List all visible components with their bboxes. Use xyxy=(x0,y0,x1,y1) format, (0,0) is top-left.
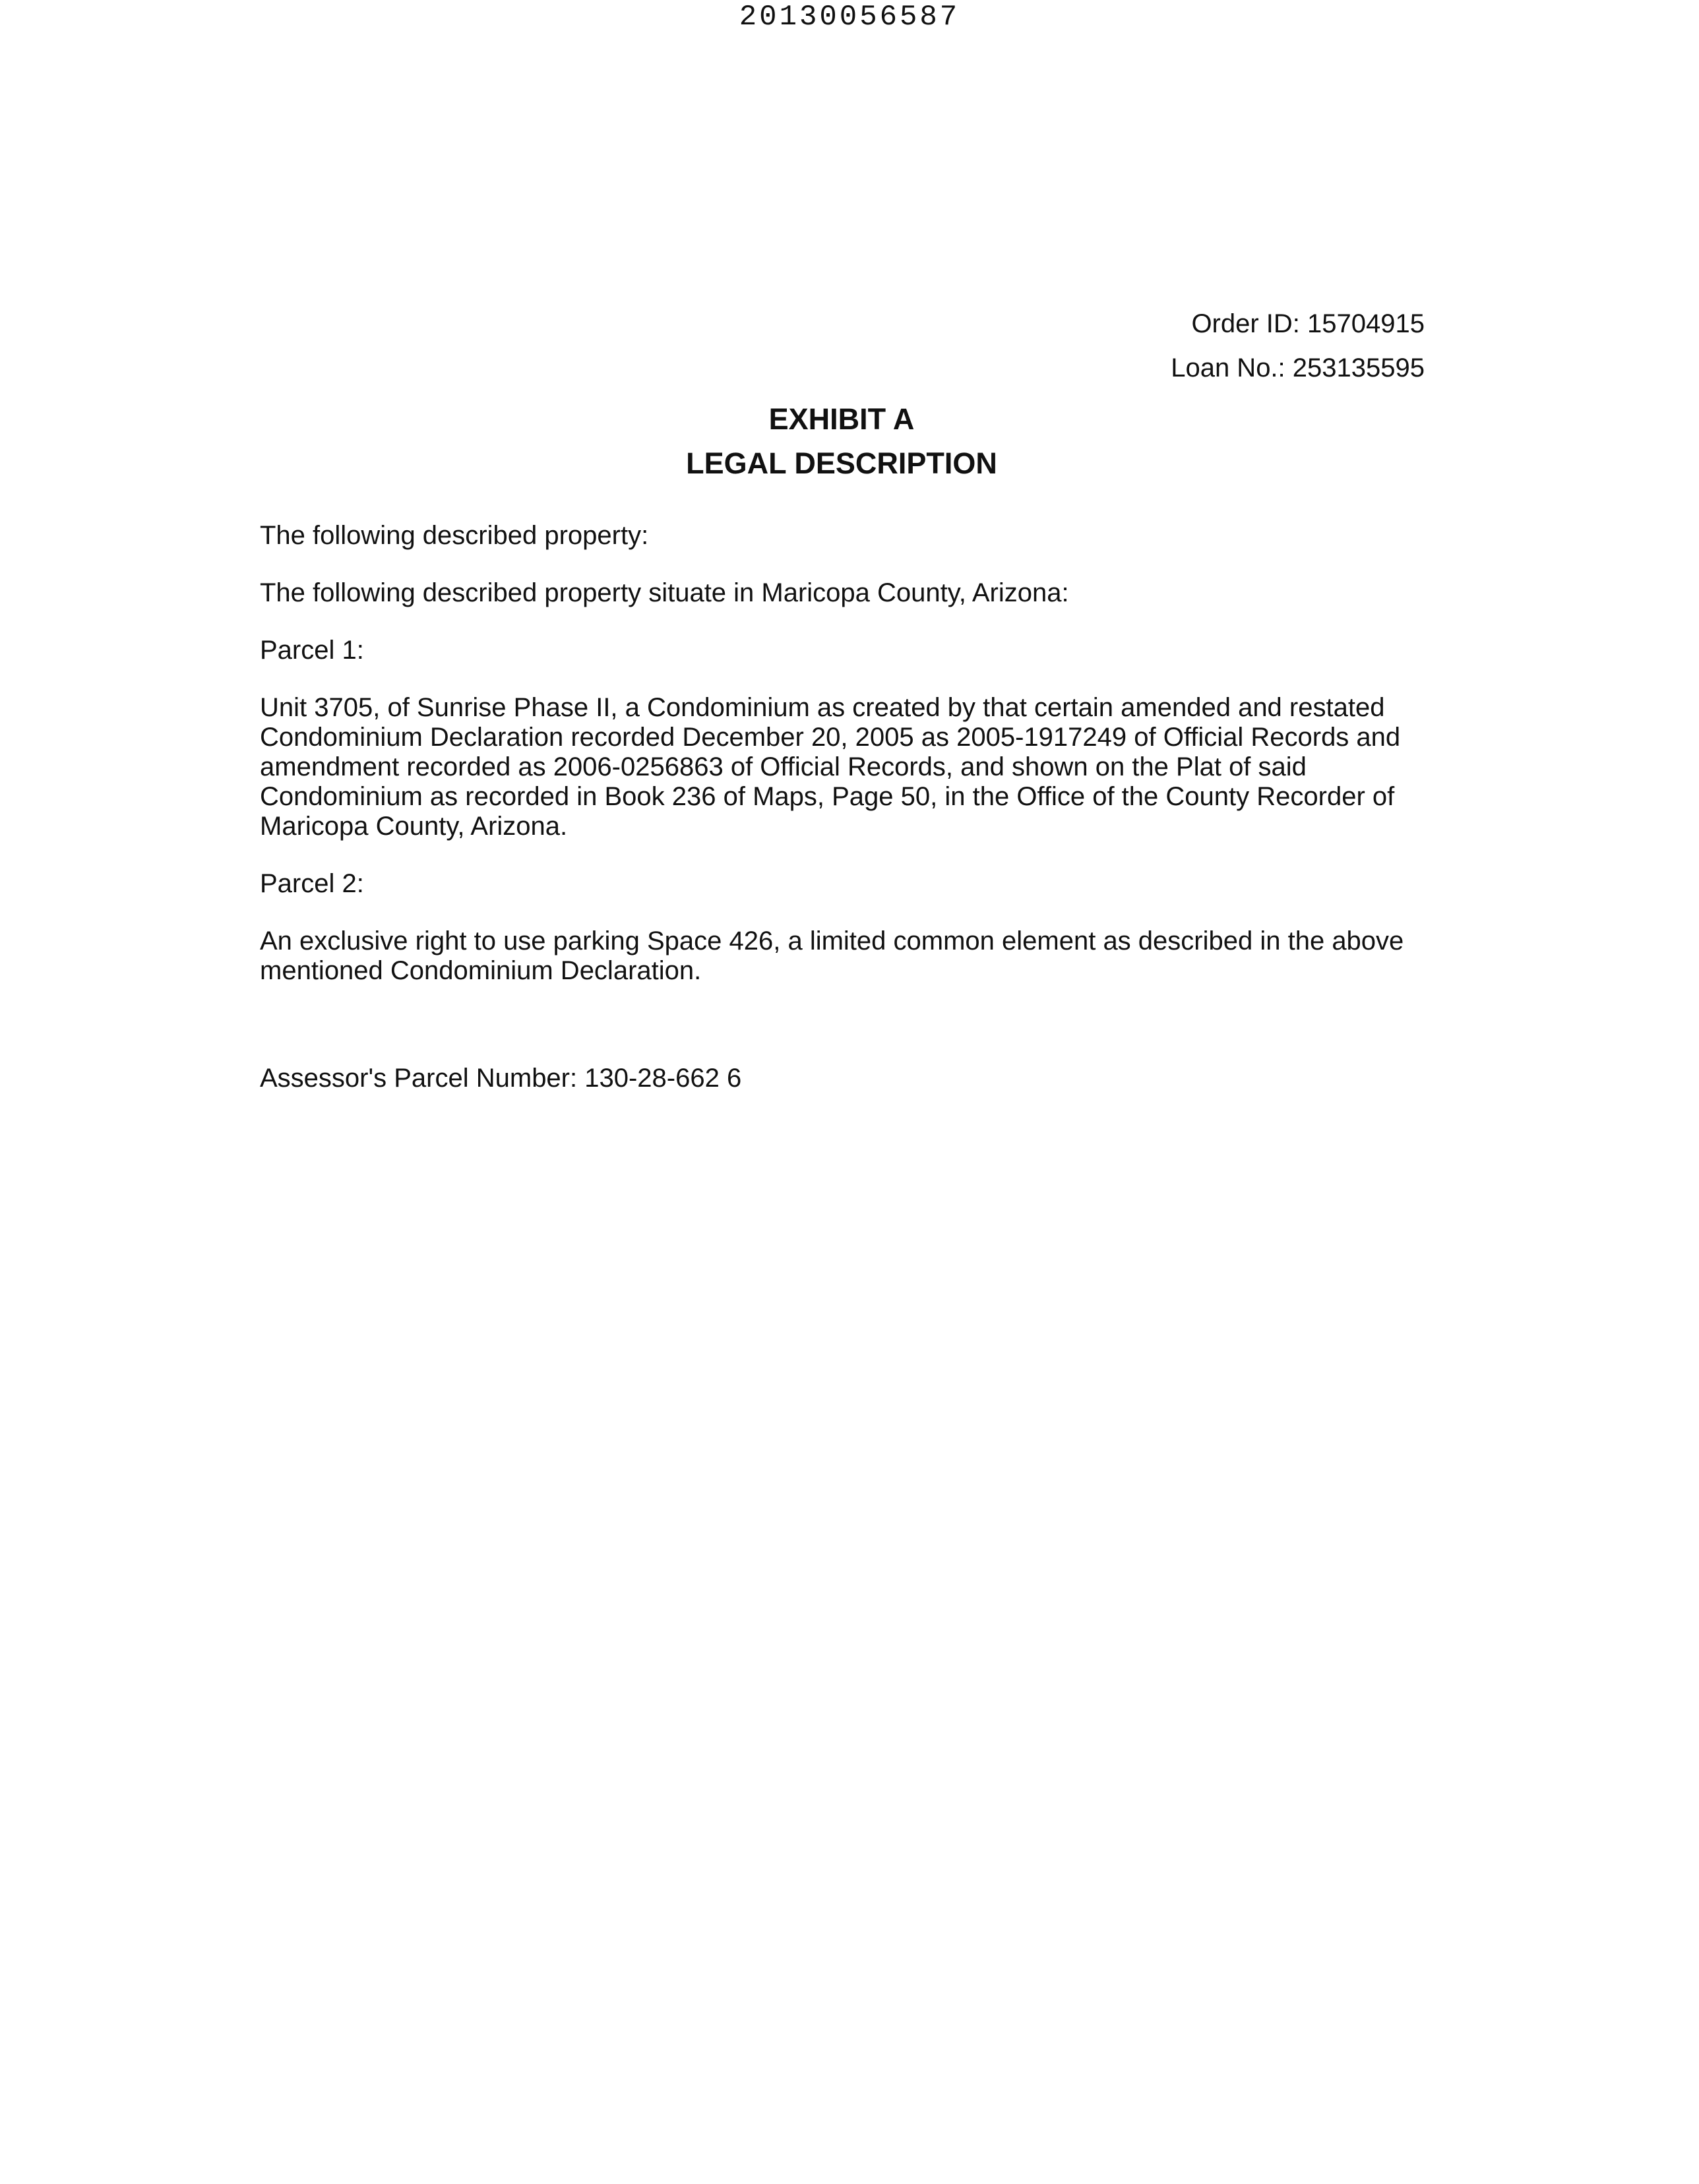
order-info xyxy=(1171,302,1425,390)
recording-number: 20130056587 xyxy=(739,1,960,34)
order-id: Order ID: 15704915 xyxy=(1191,309,1425,338)
parcel-1-line: Condominium as recorded in Book 236 of Maps, Page 50, in the Office of the County Recorder of xyxy=(260,782,1395,811)
loan-number: Loan No.: 253135595 xyxy=(1171,353,1425,382)
intro-text: The following described property: xyxy=(260,521,649,550)
assessor-parcel-number: Assessor's Parcel Number: 130-28-662 6 xyxy=(260,1064,742,1093)
parcel-2-heading: Parcel 2: xyxy=(260,869,364,898)
parcel-1-line: Unit 3705, of Sunrise Phase II, a Condominium as created by that certain amended and restated xyxy=(260,693,1385,722)
parcel-2-line: mentioned Condominium Declaration. xyxy=(260,956,702,985)
exhibit-subtitle: LEGAL DESCRIPTION xyxy=(686,446,997,480)
parcel-2-line: An exclusive right to use parking Space 426, a limited common element as described in the above xyxy=(260,926,1404,956)
situate-text: The following described property situate in Maricopa County, Arizona: xyxy=(260,578,1069,607)
legal-description-body xyxy=(260,521,1404,1093)
parcel-1-heading: Parcel 1: xyxy=(260,636,364,665)
exhibit-title: EXHIBIT A xyxy=(768,402,915,436)
parcel-2-description xyxy=(260,926,1404,986)
parcel-1-line: Maricopa County, Arizona. xyxy=(260,812,568,841)
exhibit-title-block xyxy=(0,397,1699,485)
parcel-1-line: amendment recorded as 2006-0256863 of Official Records, and shown on the Plat of said xyxy=(260,752,1307,781)
parcel-1-description xyxy=(260,693,1401,841)
parcel-1-line: Condominium Declaration recorded December 20, 2005 as 2005-1917249 of Official Records and xyxy=(260,723,1401,752)
